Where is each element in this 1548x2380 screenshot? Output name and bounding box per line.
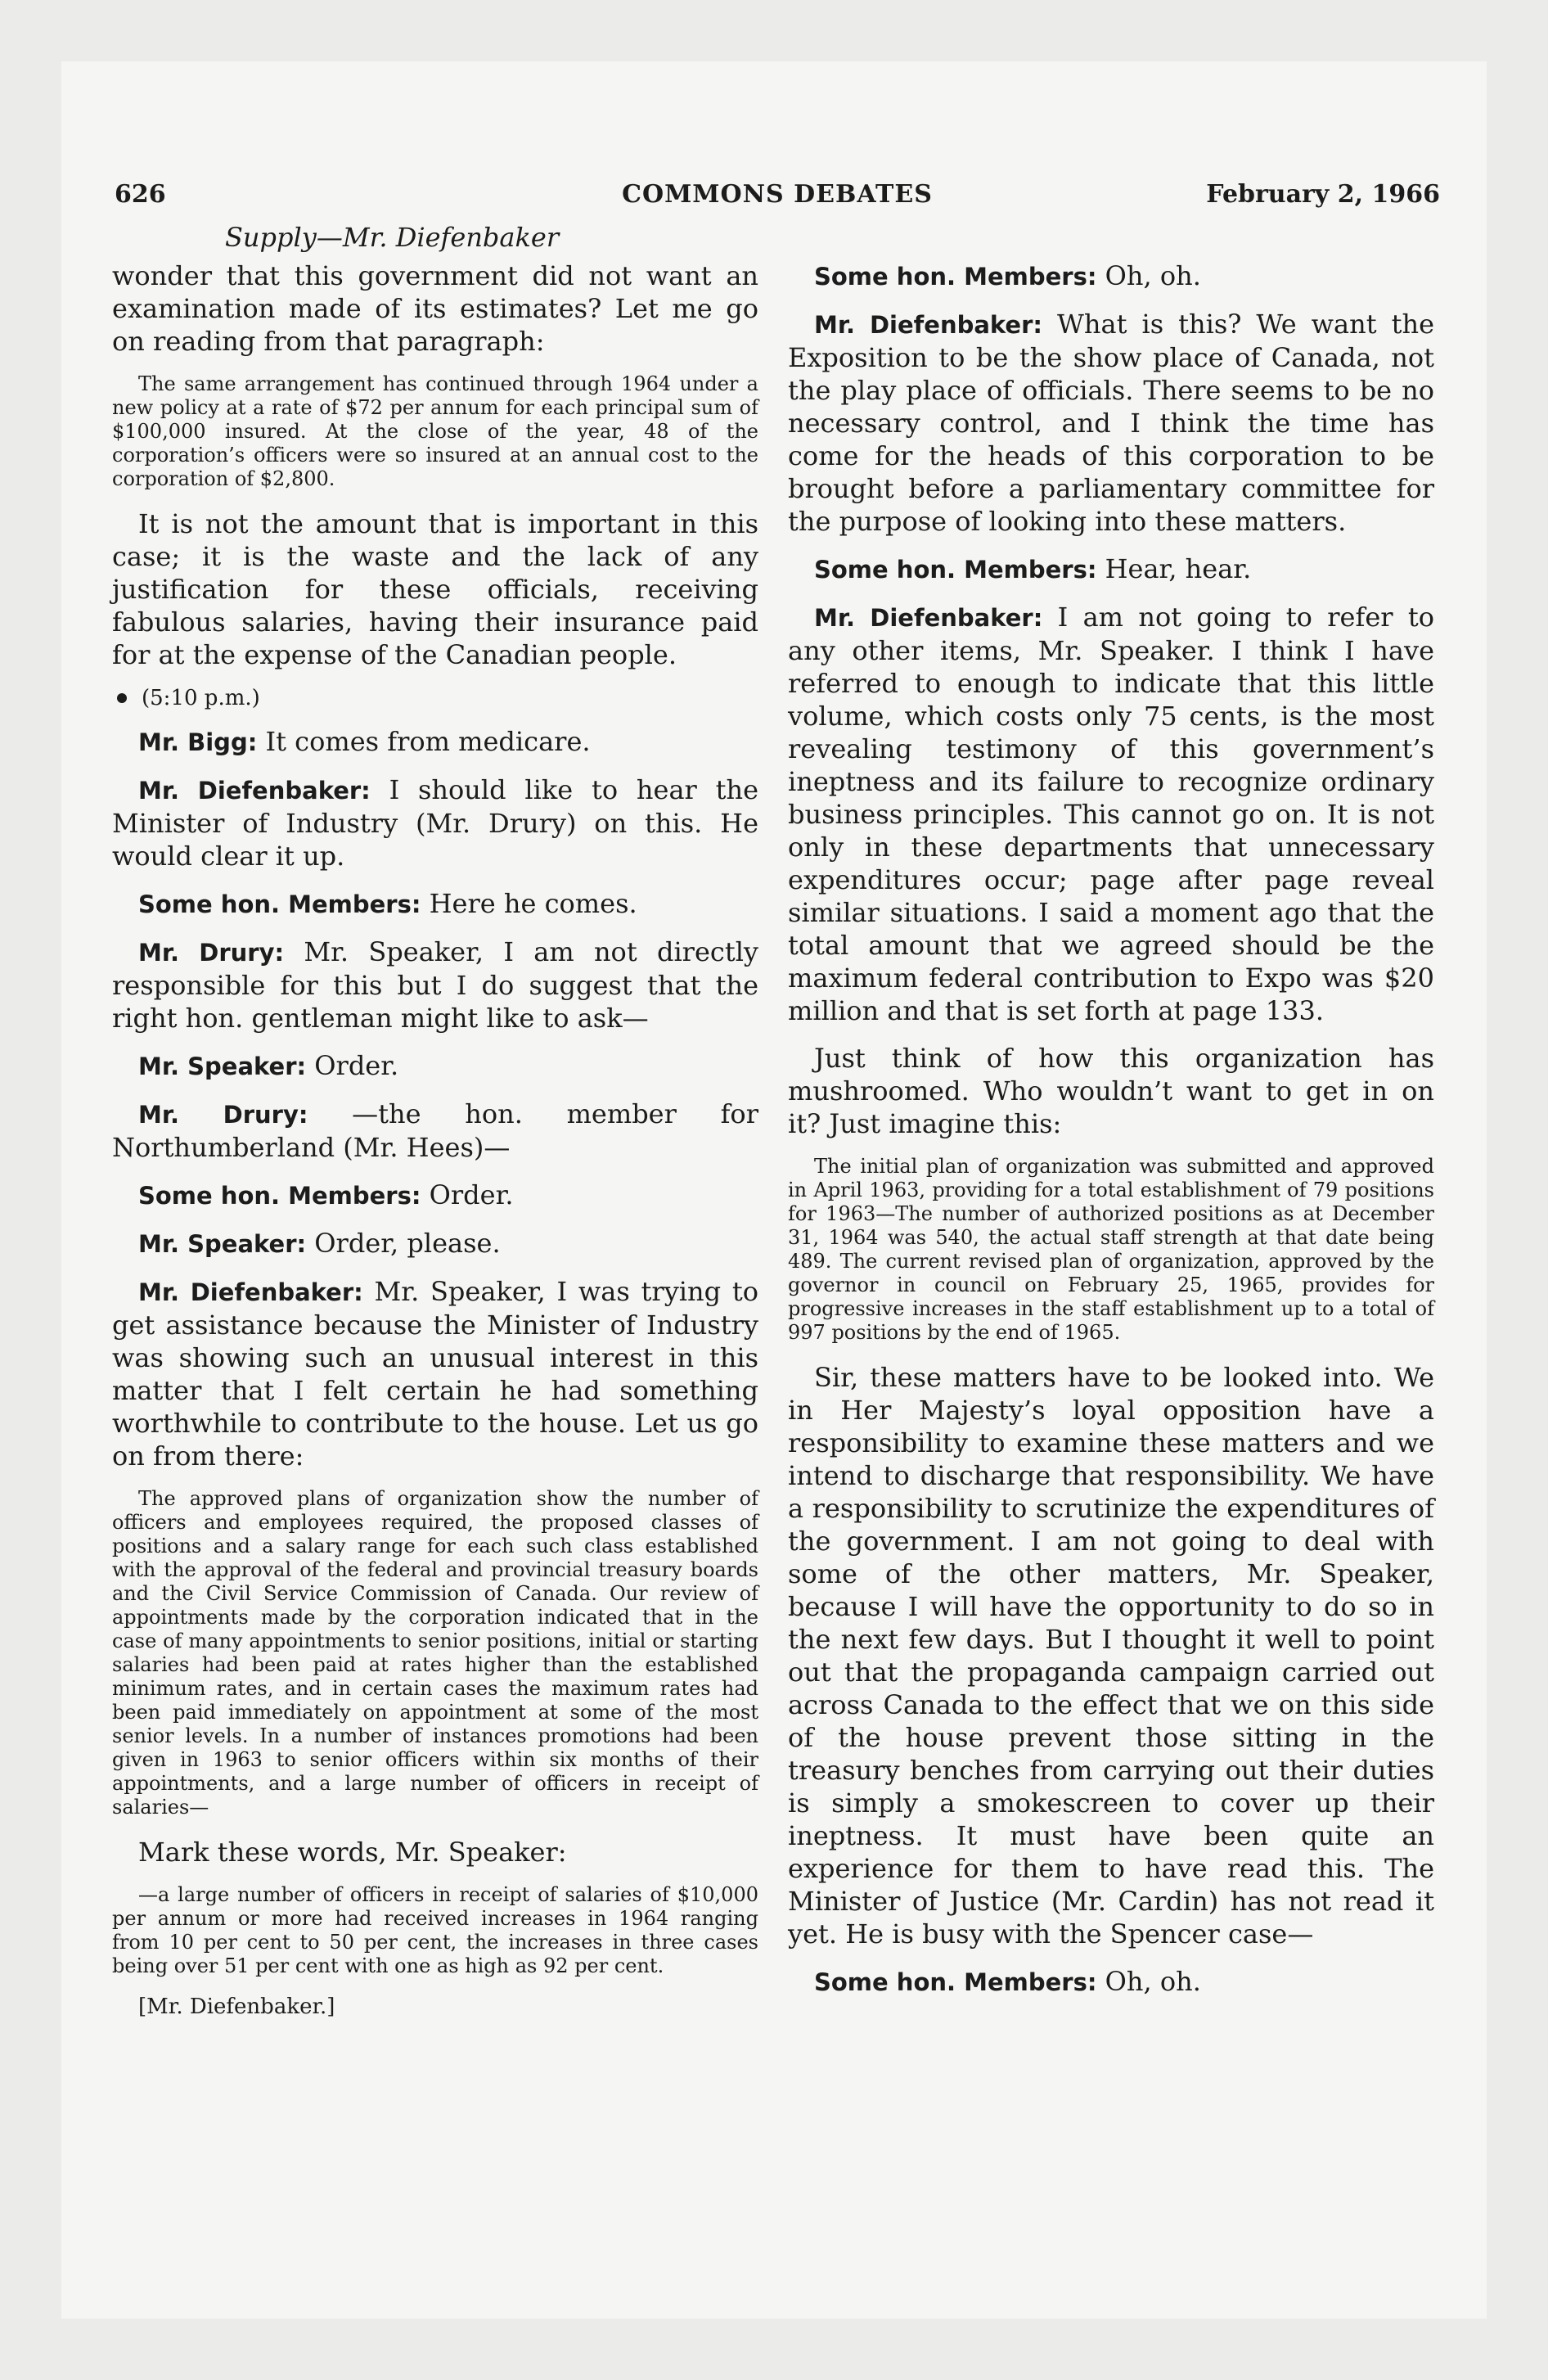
paragraph: wonder that this government did not want an examination made of its estimates? Let me go on reading from that paragraph: (112, 260, 758, 357)
speaker-name: Mr. Diefenbaker: (814, 604, 1043, 632)
speech-text: Hear, hear. (1096, 553, 1252, 584)
page-number: 626 (115, 180, 166, 209)
page-header (115, 180, 1440, 216)
bullet-icon (117, 693, 127, 703)
speaker-name: Mr. Speaker: (138, 1053, 307, 1080)
block-quote: The same arrangement has continued through 1964 under a new policy at a rate of $72 per annum for each principal sum of $100,000 insured. At the close of the year, 48 of the corporation’s officers were so insured at an annual cost to the corporation of $2,800. (112, 372, 758, 490)
speech-text: I should like to hear the Minister of Industry (Mr. Drury) on this. He would clear it up. (112, 774, 759, 872)
speech-text: Order, please. (306, 1228, 501, 1259)
speaker-name: Some hon. Members: (814, 1968, 1097, 1996)
speech-text: Mr. Speaker, I was trying to get assistance because the Minister of Industry was showing such an unusual interest in this matter that I felt certain he had something worthwhile to contribute to the house. Let us go on from there: (112, 1276, 758, 1472)
timestamp (112, 686, 758, 710)
right-column (788, 259, 1434, 2013)
speech (112, 1049, 758, 1083)
speaker-name: Some hon. Members: (138, 890, 421, 918)
speech (788, 259, 1434, 293)
speech-text: Here he comes. (421, 888, 637, 919)
speaker-name: Some hon. Members: (138, 1182, 421, 1210)
speaker-name: Mr. Diefenbaker: (138, 777, 371, 805)
left-column (112, 259, 758, 2019)
paragraph: It is not the amount that is important in this case; it is the waste and the lack of any justification for these officials, receiving fabulous salaries, having their insurance paid for at the expense of the Canadian people. (112, 508, 758, 670)
speaker-attribution: [Mr. Diefenbaker.] (138, 1995, 335, 2019)
publication-title: COMMONS DEBATES (622, 180, 933, 209)
speaker-name: Mr. Diefenbaker: (814, 311, 1042, 339)
speech (788, 308, 1434, 538)
speech-text: It comes from medicare. (257, 726, 591, 757)
block-quote: The approved plans of organization show the number of officers and employees required, the proposed classes of positions and a salary range for each such class established with the approval of the federal and provincial treasury boards and the Civil Service Commission of Canada. Our review of appointments made by the corporation indicated that in the case of many appointments to senior positions, initial or starting salaries had been paid at rates higher than the established minimum rates, and in certain cases the maximum rates had been paid immediately on appointment at some of the most senior levels. In a number of instances promotions had been given in 1963 to senior officers within six months of their appointments, and a large number of officers in receipt of salaries— (112, 1487, 758, 1819)
speaker-name: Some hon. Members: (814, 263, 1097, 291)
speaker-name: Mr. Diefenbaker: (138, 1278, 363, 1306)
speech (112, 725, 758, 759)
speech-text: What is this? We want the Exposition to be the show place of Canada, not the play place of officials. There seems to be no necessary control, and I think the time has come for the heads of this corporation to be brought before a parliamentary committee for the purpose of looking into these matters. (788, 309, 1435, 537)
paragraph: Mark these words, Mr. Speaker: (138, 1837, 567, 1868)
speech-text: I am not going to refer to any other items, Mr. Speaker. I think I have referred to enough to indicate that this little volume, which costs only 75 cents, is the most revealing testimony of this government’s ineptness and its failure to recognize ordinary business principles. This cannot go on. It is not only in these departments that unnecessary expenditures occur; page after page reveal similar situations. I said a moment ago that the total amount that we agreed should be the maximum federal contribution to Expo was $20 million and that is set forth at page 133. (788, 602, 1435, 1026)
speech (112, 935, 758, 1034)
speech (112, 887, 758, 921)
speech-text: Mr. Speaker, I am not directly responsible for this but I do suggest that the right hon. gentleman might like to ask— (112, 936, 759, 1034)
paragraph: Just think of how this organization has mushroomed. Who wouldn’t want to get in on it? Just imagine this: (788, 1043, 1434, 1139)
speech (112, 1227, 758, 1260)
speech (112, 1275, 758, 1472)
block-quote: —a large number of officers in receipt of salaries of $10,000 per annum or more had received increases in 1964 ranging from 10 per cent to 50 per cent, the increases in three cases being over 51 per cent with one as high as 92 per cent. (112, 1883, 758, 1977)
block-quote: The initial plan of organization was submitted and approved in April 1963, providing for a total establishment of 79 positions for 1963—The number of authorized positions as at December 31, 1964 was 540, the actual staff strength at that date being 489. The current revised plan of organization, approved by the governor in council on February 25, 1965, provides for progressive increases in the staff establishment up to a total of 997 positions by the end of 1965. (788, 1155, 1434, 1344)
document-page (61, 61, 1487, 2319)
speaker-name: Mr. Drury: (138, 939, 285, 967)
publication-date: February 2, 1966 (1206, 180, 1440, 209)
speech (788, 552, 1434, 586)
speech (112, 1179, 758, 1212)
paragraph: Sir, these matters have to be looked into. We in Her Majesty’s loyal opposition have a responsibility to examine these matters and we intend to discharge that responsibility. We have a responsibility to scrutinize the expenditures of the government. I am not going to deal with some of the other matters, Mr. Speaker, because I will have the opportunity to do so in the next few days. But I thought it well to point out that the propaganda campaign carried out across Canada to the effect that we on this side of the house prevent those sitting in the treasury benches from carrying out their duties is simply a smokescreen to cover up their ineptness. It must have been quite an experience for them to have read this. The Minister of Justice (Mr. Cardin) has not read it yet. He is busy with the Spencer case— (788, 1362, 1434, 1950)
speech-text: Order. (421, 1179, 514, 1210)
speaker-name: Some hon. Members: (814, 556, 1097, 584)
speech (788, 601, 1434, 1027)
timestamp-text: (5:10 p.m.) (142, 686, 260, 710)
speaker-name: Mr. Drury: (138, 1101, 308, 1129)
speech-text: Oh, oh. (1096, 260, 1201, 291)
running-subheader: Supply—Mr. Diefenbaker (225, 222, 560, 253)
speech (112, 1098, 758, 1164)
speaker-name: Mr. Bigg: (138, 728, 258, 756)
speech-text: Oh, oh. (1096, 1966, 1201, 1997)
speech-text: —the hon. member for Northumberland (Mr. Hees)— (112, 1098, 758, 1163)
speaker-name: Mr. Speaker: (138, 1230, 307, 1258)
speech (788, 1965, 1434, 1999)
speech (112, 773, 758, 872)
speech-text: Order. (306, 1050, 399, 1081)
